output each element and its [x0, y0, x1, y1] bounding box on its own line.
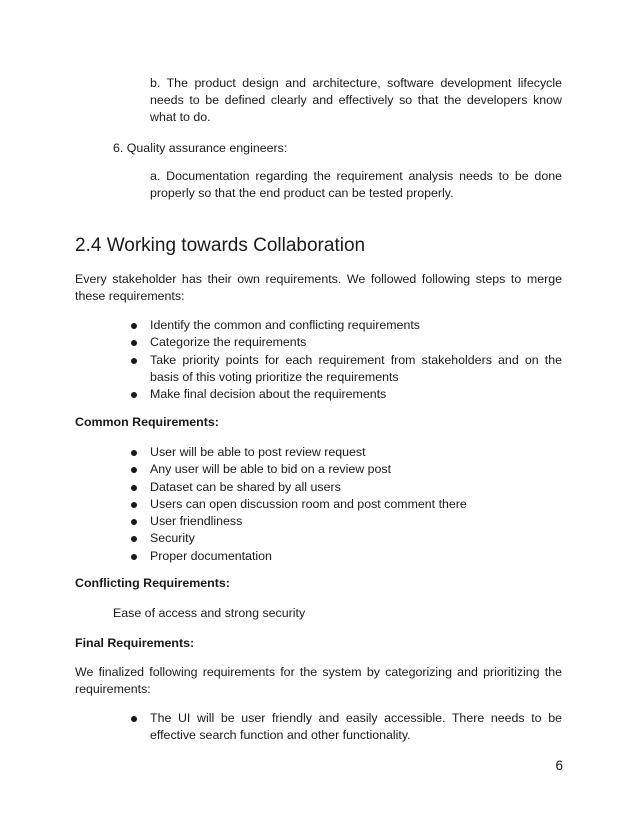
bullet-icon: [131, 450, 137, 456]
bullet-icon: [131, 340, 137, 346]
list-item-text: Identify the common and conflicting requirements: [150, 318, 420, 332]
bullet-icon: [131, 323, 137, 329]
bullet-icon: [131, 358, 137, 364]
bullet-icon: [131, 392, 137, 398]
steps-list: [0, 317, 562, 403]
list-item-text: Proper documentation: [150, 548, 272, 563]
list-item-text: The UI will be user friendly and easily accessible. There needs to be effective search function and other functionality.: [150, 711, 562, 743]
item-6-label: 6. Quality assurance engineers:: [113, 141, 288, 155]
list-item: [0, 548, 562, 565]
list-item: [0, 352, 562, 387]
bullet-icon: [131, 536, 137, 542]
list-item: [0, 479, 562, 496]
list-item: [0, 461, 562, 478]
final-intro: We finalized following requirements for the system by categorizing and prioritizing the requirements:: [75, 665, 562, 696]
list-item-text: Categorize the requirements: [150, 335, 307, 350]
item-6a-paragraph: a. Documentation regarding the requirement analysis needs to be done properly so that the end product can be tested properly.: [150, 169, 562, 200]
item-b-paragraph: b. The product design and architecture, software development lifecycle needs to be defined clearly and effectively so that the developers know what to do.: [150, 76, 562, 124]
list-item-text: User friendliness: [150, 514, 243, 529]
list-item-text: Make final decision about the requirements: [150, 387, 387, 402]
list-item: [0, 496, 562, 513]
list-item: [0, 334, 562, 351]
common-list: [0, 444, 562, 565]
list-item: [0, 710, 562, 745]
list-item-text: Security: [150, 531, 195, 546]
final-list: [0, 710, 562, 745]
bullet-icon: [131, 519, 137, 525]
conflicting-heading: Conflicting Requirements:: [75, 576, 230, 590]
list-item-text: Users can open discussion room and post comment there: [150, 496, 467, 511]
common-heading: Common Requirements:: [75, 415, 219, 429]
final-heading: Final Requirements:: [75, 636, 195, 650]
list-item-text: Any user will be able to bid on a review post: [150, 462, 392, 477]
bullet-icon: [131, 485, 137, 491]
bullet-icon: [131, 716, 137, 722]
section-heading: 2.4 Working towards Collaboration: [75, 235, 366, 256]
list-item-text: Take priority points for each requirement from stakeholders and on the basis of this voting prioritize the requirements: [150, 352, 562, 384]
section-intro: Every stakeholder has their own requirements. We followed following steps to merge these requirements:: [75, 272, 562, 303]
list-item: [0, 444, 562, 461]
conflicting-text: Ease of access and strong security: [113, 606, 306, 620]
list-item: [0, 317, 562, 334]
list-item-text: Dataset can be shared by all users: [150, 479, 341, 494]
bullet-icon: [131, 502, 137, 508]
bullet-icon: [131, 554, 137, 560]
list-item-text: User will be able to post review request: [150, 445, 366, 459]
page-number: 6: [555, 758, 563, 773]
bullet-icon: [131, 467, 137, 473]
list-item: [0, 513, 562, 530]
list-item: [0, 530, 562, 547]
list-item: [0, 386, 562, 403]
